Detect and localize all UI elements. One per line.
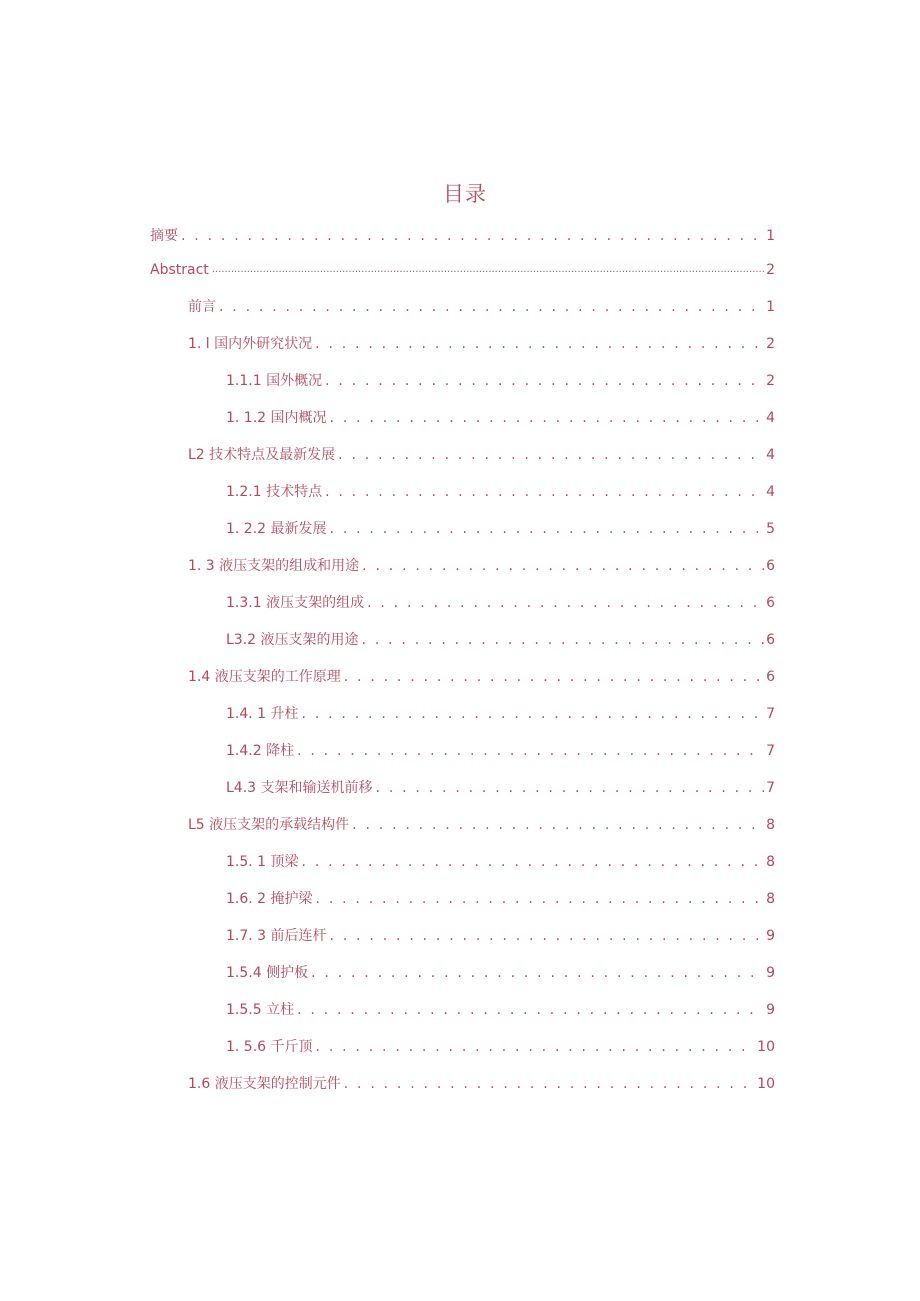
toc-entry-leader (362, 629, 765, 651)
toc-entry-page-number: 9 (766, 965, 775, 981)
toc-entry-page-number: 6 (766, 632, 775, 648)
toc-entry-page-number: 1 (766, 228, 775, 244)
toc-entry-label: L5 液压支架的承载结构件 (188, 817, 350, 833)
toc-entry-leader (212, 259, 764, 281)
toc-entry[interactable] (226, 1036, 775, 1058)
toc-entry[interactable] (188, 296, 775, 318)
toc-entry-leader (325, 481, 764, 503)
toc-entry[interactable] (150, 259, 775, 281)
toc-entry-leader (344, 666, 764, 688)
toc-entry-leader (325, 370, 764, 392)
toc-entry-label: L3.2 液压支架的用途 (226, 632, 359, 648)
toc-entry-label: Abstract (150, 262, 209, 278)
toc-entry-leader (219, 296, 764, 318)
toc-entry-label: 1. 5.6 千斤顶 (226, 1039, 313, 1055)
toc-entry-leader (316, 888, 765, 910)
toc-entry[interactable] (226, 888, 775, 910)
toc-entry-page-number: 10 (757, 1039, 775, 1055)
toc-entry-leader (330, 925, 765, 947)
toc-entry-label: 1.2.1 技术特点 (226, 484, 323, 500)
toc-entry[interactable] (150, 225, 775, 247)
toc-entry-label: 1.1.1 国外概况 (226, 373, 323, 389)
toc-entry-label: 1.4. 1 升柱 (226, 706, 299, 722)
toc-entry-page-number: 6 (766, 669, 775, 685)
toc-entry-leader (302, 703, 765, 725)
toc-entry-page-number: 2 (766, 373, 775, 389)
toc-entry-label: L4.3 支架和输送机前移 (226, 780, 373, 796)
toc-entry-page-number: 4 (766, 484, 775, 500)
toc-entry[interactable] (188, 814, 775, 836)
toc-entry-label: 1.5. 1 顶梁 (226, 854, 299, 870)
toc-entry-page-number: 1 (766, 299, 775, 315)
toc-entry-page-number: 5 (766, 521, 775, 537)
toc-entry-page-number: 6 (766, 595, 775, 611)
toc-entry-label: 1.5.4 侧护板 (226, 965, 309, 981)
toc-entry-page-number: 8 (766, 854, 775, 870)
toc-entry-label: 1.4 液压支架的工作原理 (188, 669, 341, 685)
toc-entry-leader (367, 592, 764, 614)
toc-entry[interactable] (226, 999, 775, 1021)
toc-entry[interactable] (226, 629, 775, 651)
toc-entry-leader (302, 851, 765, 873)
toc-entry-label: 1.6 液压支架的控制元件 (188, 1076, 341, 1092)
toc-entry[interactable] (188, 666, 775, 688)
toc-entry-label: 1. 3 液压支架的组成和用途 (188, 558, 360, 574)
toc-title: 目录 (443, 182, 487, 206)
toc-entry[interactable] (226, 703, 775, 725)
toc-entry-leader (330, 407, 765, 429)
toc-entry-label: 1.4.2 降柱 (226, 743, 295, 759)
toc-entry-page-number: 7 (766, 706, 775, 722)
toc-entry-page-number: 8 (766, 817, 775, 833)
toc-entry-label: 摘要 (150, 228, 178, 244)
toc-entry-leader (297, 999, 764, 1021)
toc-entry-leader (316, 1036, 756, 1058)
toc-entry[interactable] (226, 518, 775, 540)
toc-entry[interactable] (188, 1073, 775, 1095)
toc-entry-page-number: 10 (757, 1076, 775, 1092)
toc-entry-label: 1. l 国内外研究状况 (188, 336, 313, 352)
toc-entry-leader (338, 444, 764, 466)
toc-entry-leader (352, 814, 764, 836)
toc-entry-leader (297, 740, 764, 762)
toc-entry-page-number: 9 (766, 928, 775, 944)
toc-entry[interactable] (226, 407, 775, 429)
toc-entry-page-number: 6 (766, 558, 775, 574)
toc-entry-page-number: 8 (766, 891, 775, 907)
toc-entry[interactable] (226, 592, 775, 614)
toc-entry-page-number: 2 (766, 262, 775, 278)
toc-entry[interactable] (226, 962, 775, 984)
toc-entry[interactable] (226, 370, 775, 392)
toc-entry[interactable] (226, 777, 775, 799)
toc-entry[interactable] (226, 481, 775, 503)
toc-entry-page-number: 7 (766, 780, 775, 796)
toc-entry-label: 前言 (188, 299, 216, 315)
toc-entry-label: 1.7. 3 前后连杆 (226, 928, 327, 944)
toc-entry-label: L2 技术特点及最新发展 (188, 447, 336, 463)
toc-entry-label: 1.3.1 液压支架的组成 (226, 595, 365, 611)
toc-entry-page-number: 4 (766, 410, 775, 426)
toc-entry-label: 1. 1.2 国内概况 (226, 410, 327, 426)
toc-entry-label: 1.6. 2 掩护梁 (226, 891, 313, 907)
toc-entry-leader (344, 1073, 755, 1095)
toc-entry-leader (362, 555, 764, 577)
toc-entry-leader (330, 518, 765, 540)
toc-entry-page-number: 2 (766, 336, 775, 352)
toc-entry[interactable] (188, 555, 775, 577)
toc-entry[interactable] (226, 740, 775, 762)
toc-entry-page-number: 4 (766, 447, 775, 463)
toc-entry-leader (181, 225, 764, 247)
toc-entry-page-number: 7 (766, 743, 775, 759)
toc-entry-leader (315, 333, 764, 355)
toc-entry-page-number: 9 (766, 1002, 775, 1018)
toc-entry[interactable] (226, 925, 775, 947)
toc-entry[interactable] (188, 333, 775, 355)
toc-entry[interactable] (188, 444, 775, 466)
toc-entry-label: 1.5.5 立柱 (226, 1002, 295, 1018)
toc-entry-label: 1. 2.2 最新发展 (226, 521, 327, 537)
toc-entry[interactable] (226, 851, 775, 873)
toc-entry-leader (376, 777, 765, 799)
toc-entry-leader (311, 962, 764, 984)
